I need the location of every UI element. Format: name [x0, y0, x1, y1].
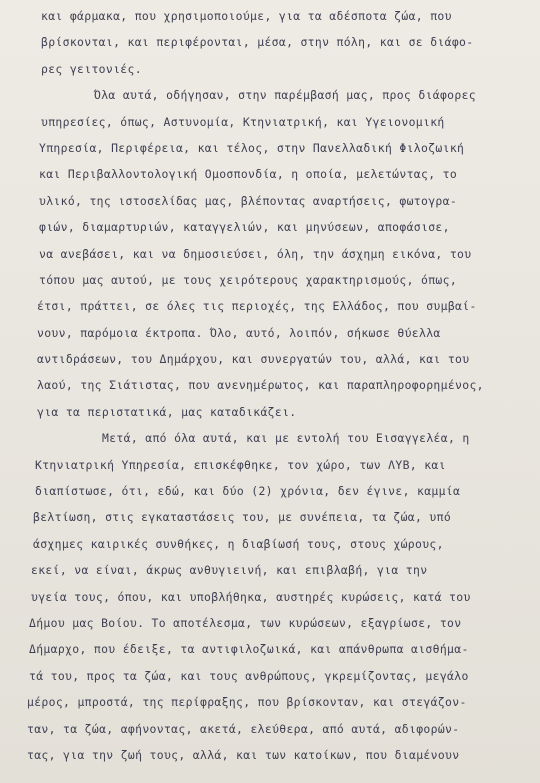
text-line: λαού, της Σιάτιστας, που ανενημέρωτος, και παραπληροφορημένος,	[37, 378, 484, 393]
text-line: και φάρμακα, που χρησιμοποιούμε, για τα αδέσποτα ζώα, που	[41, 9, 452, 23]
text-line: διαπίστωσε, ότι, εδώ, και δύο (2) χρόνια, δεν έγινε, καμμία	[35, 484, 461, 499]
text-line: φιών, διαμαρτυριών, καταγγελιών, και μηνύσεων, αποφάσισε,	[39, 220, 450, 235]
text-line: βρίσκονται, και περιφέρονται, μέσα, στην πόλη, και σε διάφο-	[41, 35, 474, 50]
text-line: νουν, παρόμοια έκτροπα. Όλο, αυτό, λοιπόν, σήκωσε θύελλα	[37, 325, 441, 340]
text-line: Δήμου μας Βοίου. Το αποτέλεσμα, των κυρώσεων, εξαγρίωσε, τον	[29, 615, 462, 630]
text-line: Μετά, από όλα αυτά, και με εντολή του Εισαγγελέα, η	[102, 431, 470, 446]
text-line: εκεί, να είναι, άκρως ανθυγιεινή, και επιβλαβή, για την	[31, 563, 428, 578]
text-line: αντιδράσεων, του Δημάρχου, και συνεργατών του, αλλά, και του	[37, 352, 470, 367]
text-line: και Περιβαλλοντολογική Ομοσπονδία, η οποία, μελετώντας, το	[39, 167, 458, 182]
document-body	[0, 3, 540, 768]
text-line: Υπηρεσία, Περιφέρεια, και τέλος, στην Πανελλαδική Φιλοζωική	[39, 140, 465, 155]
text-line: Δήμαρχο, που έδειξε, τα αντιφιλοζωικά, και απάνθρωπα αισθήμα-	[29, 642, 469, 657]
text-line: υλικό, της ιστοσελίδας μας, βλέποντας αναρτήσεις, φωτογρα-	[39, 193, 458, 208]
text-line: ταν, τα ζώα, αφήνοντας, ακετά, ελεύθερα, από αυτά, αδιφορών-	[27, 721, 460, 736]
text-line: μέρος, μπροστά, της περίφραξης, που βρίσκονταν, και στεγάζον-	[27, 695, 467, 710]
text-line: άσχημες καιρικές συνθήκες, η διαβίωσή τους, στους χώρους,	[33, 536, 444, 551]
text-line: υγεία τους, όπου, και υποβλήθηκα, αυστηρές κυρώσεις, κατά του	[31, 589, 471, 604]
text-line: τόπου μας αυτού, με τους χειρότερους χαρακτηρισμούς, όπως,	[39, 272, 458, 287]
text-line: Κτηνιατρική Υπηρεσία, επισκέφθηκε, τον χώρο, των ΛΥΒ, και	[35, 457, 446, 472]
text-line: για τα περιστατικά, μας καταδικάζει.	[37, 404, 297, 419]
text-line: έτσι, πράττει, σε όλες τις περιοχές, της Ελλάδος, που συμβαί-	[37, 299, 477, 314]
text-line: τας, για την ζωή τους, αλλά, και των κατοίκων, που διαμένουν	[27, 747, 460, 762]
text-line: τά του, προς τα ζώα, και τους ανθρώπους, γκρεμίζοντας, μεγάλο	[29, 668, 469, 683]
text-line: υπηρεσίες, όπως, Αστυνομία, Κτηνιατρική, και Υγειονομική	[41, 114, 445, 129]
text-line: ρες γειτονιές.	[41, 61, 142, 76]
text-line: Όλα αυτά, οδήγησαν, στην παρέμβασή μας, προς διάφορες	[94, 88, 477, 103]
text-line: βελτίωση, στις εγκαταστάσεις του, με συνέπεια, τα ζώα, υπό	[33, 510, 452, 525]
text-line: να ανεβάσει, και να δημοσιεύσει, όλη, την άσχημη εικόνα, του	[39, 246, 472, 261]
